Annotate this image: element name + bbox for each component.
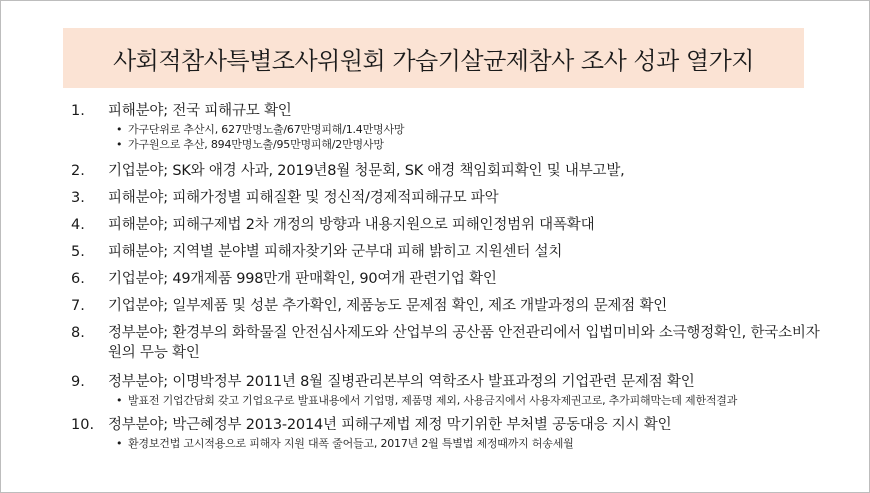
title-banner [63,28,804,88]
sub-list [116,436,831,451]
item-number: 4. [71,217,85,233]
item-number: 8. [71,325,85,341]
item-text: 정부분야; 환경부의 화학물질 안전심사제도와 산업부의 공산품 안전관리에서 입법미비와 소극행정확인, 한국소비자원의 무능 확인 [108,325,820,361]
sub-item: • 가구원으로 추산, 894만명노출/95만명피해/2만명사망 [116,137,831,152]
list-item [71,269,831,289]
item-number: 6. [71,271,85,287]
list-item [71,296,831,316]
item-number: 9. [71,374,85,390]
item-number: 1. [71,103,85,119]
sub-list [116,393,831,408]
item-text: 기업분야; 49개제품 998만개 판매확인, 90여개 관련기업 확인 [108,271,497,287]
item-text: 피해분야; 지역별 분야별 피해자찾기와 군부대 피해 밝히고 지원센터 설치 [108,244,563,260]
item-number: 2. [71,163,85,179]
item-number: 3. [71,190,85,206]
list-item [71,242,831,262]
findings-list [71,97,831,451]
list-item [71,323,831,363]
item-text: 기업분야; 일부제품 및 성분 추가확인, 제품농도 문제점 확인, 제조 개발과정의 문제점 확인 [108,298,668,314]
list-item [71,188,831,208]
list-item [71,161,831,181]
item-text: 피해분야; 피해가정별 피해질환 및 정신적/경제적피해규모 파악 [108,190,499,206]
list-item [71,415,831,451]
slide-title: 사회적참사특별조사위원회 가습기살균제참사 조사 성과 열가지 [113,46,754,75]
sub-item: • 가구단위로 추산시, 627만명노출/67만명피해/1.4만명사망 [116,122,831,137]
sub-list [116,122,831,152]
item-number: 7. [71,298,85,314]
list-item [71,372,831,408]
item-text: 정부분야; 이명박정부 2011년 8월 질병관리본부의 역학조사 발표과정의 기업관련 문제점 확인 [108,374,695,390]
item-text: 피해분야; 피해구제법 2차 개정의 방향과 내용지원으로 피해인정범위 대폭확대 [108,217,595,233]
item-text: 기업분야; SK와 애경 사과, 2019년8월 청문회, SK 애경 책임회피확인 및 내부고발, [108,163,625,179]
list-item [71,215,831,235]
item-number: 10. [71,417,95,433]
item-number: 5. [71,244,85,260]
sub-item: • 발표전 기업간담회 갖고 기업요구로 발표내용에서 기업명, 제품명 제외, 사용금지에서 사용자제권고로, 추가피해막는데 제한적결과 [116,393,831,408]
list-item [71,101,831,152]
item-text: 정부분야; 박근혜정부 2013-2014년 피해구제법 제정 막기위한 부처별 공동대응 지시 확인 [108,417,672,433]
sub-item: • 환경보건법 고시적용으로 피해자 지원 대폭 줄어들고, 2017년 2월 특별법 제정때까지 허송세월 [116,436,831,451]
item-text: 피해분야; 전국 피해규모 확인 [108,103,292,119]
